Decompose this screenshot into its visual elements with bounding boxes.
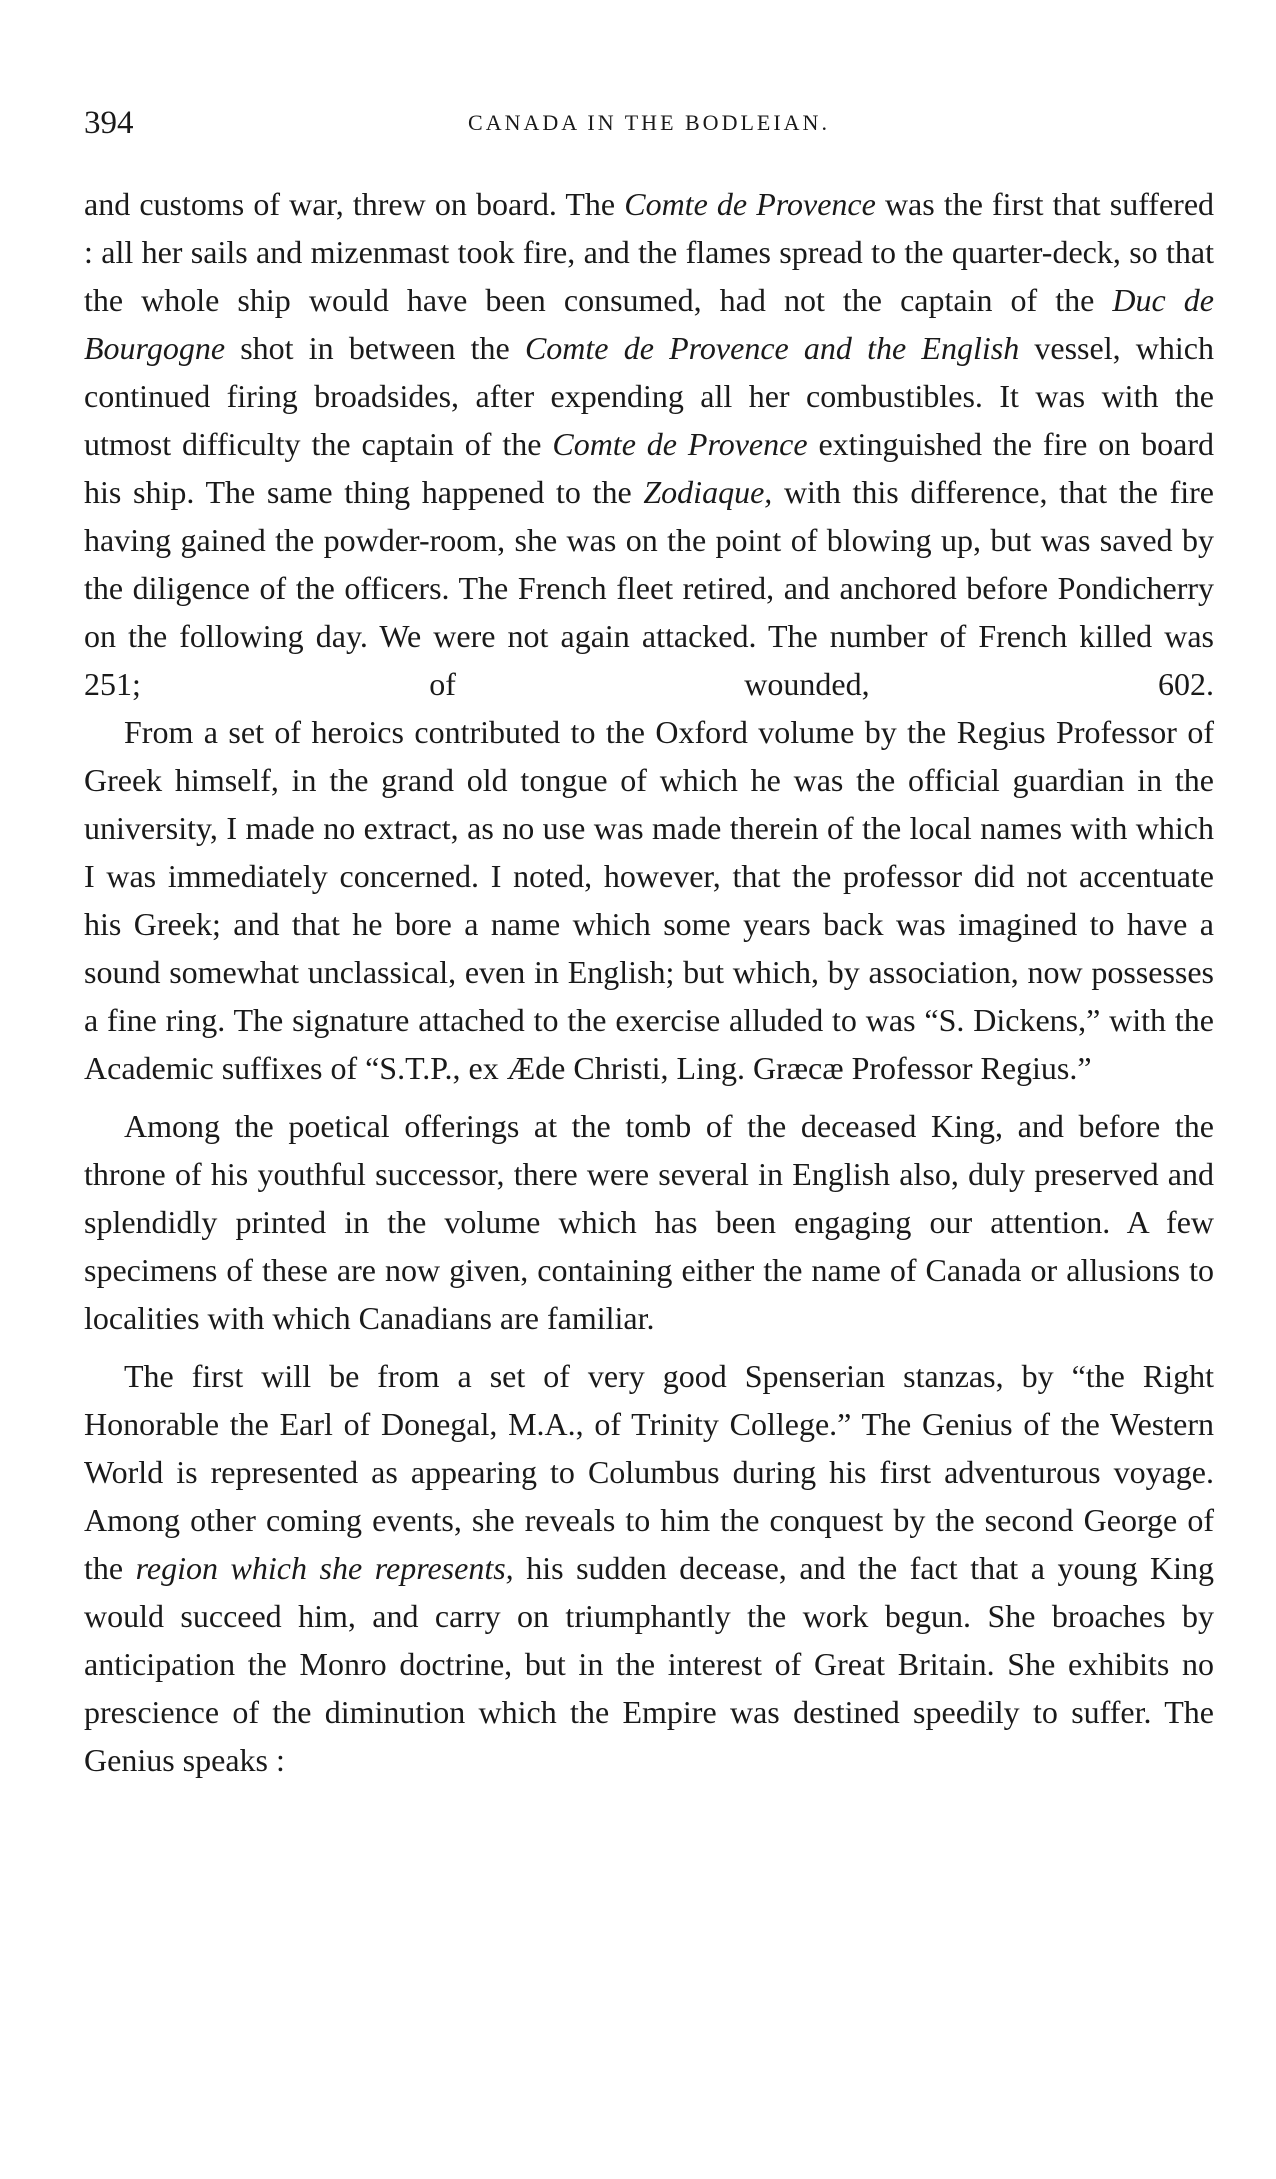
paragraph-1 [84,180,1214,708]
body-text [84,180,1214,1784]
italic-phrase: region which she represents, [135,1550,514,1586]
text-run: his sudden decease, and the fact that a young King would succeed him, and carry on triumphantly the work begun. She broaches by anticipation the Monro doctrine, but in the interest of Great Britain. She exhibits no prescience of the diminution which the Empire was destined speedily to suffer. The Genius speaks : [84,1550,1215,1778]
page-number: 394 [84,105,134,141]
page-header [84,98,1214,148]
italic-ship-name: Comte de Provence [552,426,808,462]
paragraph-3 [84,1102,1214,1342]
paragraph-4 [84,1352,1214,1784]
text-run: The first will be from a set of very good Spenserian stanzas, by “the Right Honorable the Earl of Donegal, M.A., of Trinity College.” The Genius of the Western World is represented as appearing to Columbus during his first adventurous voyage. Among other coming events, she reveals to him the conquest by the second George of the [84,1358,1214,1586]
running-title: CANADA IN THE BODLEIAN. [468,110,830,135]
text-run: and customs of war, threw on board. The [84,186,625,222]
italic-ship-name: Comte de Provence and the English [524,330,1020,366]
italic-ship-name: Duc de Bourgogne [84,282,1215,366]
paragraph-2 [84,708,1214,1092]
italic-ship-name: Zodiaque, [643,474,773,510]
text-run: shot in between the [225,330,525,366]
italic-ship-name: Comte de Provence [624,186,876,222]
book-page [84,98,1214,1784]
text-run: Among the poetical offerings at the tomb of the deceased King, and before the throne of his youthful successor, there were several in English also, duly preserved and splendidly printed in the volume which has been engaging our attention. A few specimens of these are now given, containing either the name of Canada or allusions to localities with which Canadians are familiar. [84,1108,1214,1336]
text-run: vessel, which continued firing broadsides, after expending all her combustibles. It was with the utmost difficulty the captain of the [84,330,1215,462]
text-run: was the first that suffered : all her sails and mizenmast took fire, and the flames spread to the quarter-deck, so that the whole ship would have been consumed, had not the captain of the [84,186,1215,318]
text-run: extinguished the fire on board his ship. The same thing happened to the [84,426,1215,510]
text-run: From a set of heroics contributed to the Oxford volume by the Regius Professor of Greek himself, in the grand old tongue of which he was the official guardian in the university, I made no extract, as no use was made therein of the local names with which I was immediately concerned. I noted, however, that the professor did not accentuate his Greek; and that he bore a name which some years back was imagined to have a sound somewhat unclassical, even in English; but which, by association, now possesses a fine ring. The signature attached to the exercise alluded to was “S. Dickens,” with the Academic suffixes of “S.T.P., ex Æde Christi, Ling. Græcæ Professor Regius.” [84,714,1214,1086]
text-run: with this difference, that the fire having gained the powder-room, she was on the point of blowing up, but was saved by the diligence of the officers. The French fleet retired, and anchored before Pondicherry on the following day. We were not again attacked. The number of French killed was 251; of wounded, 602. [84,474,1215,702]
